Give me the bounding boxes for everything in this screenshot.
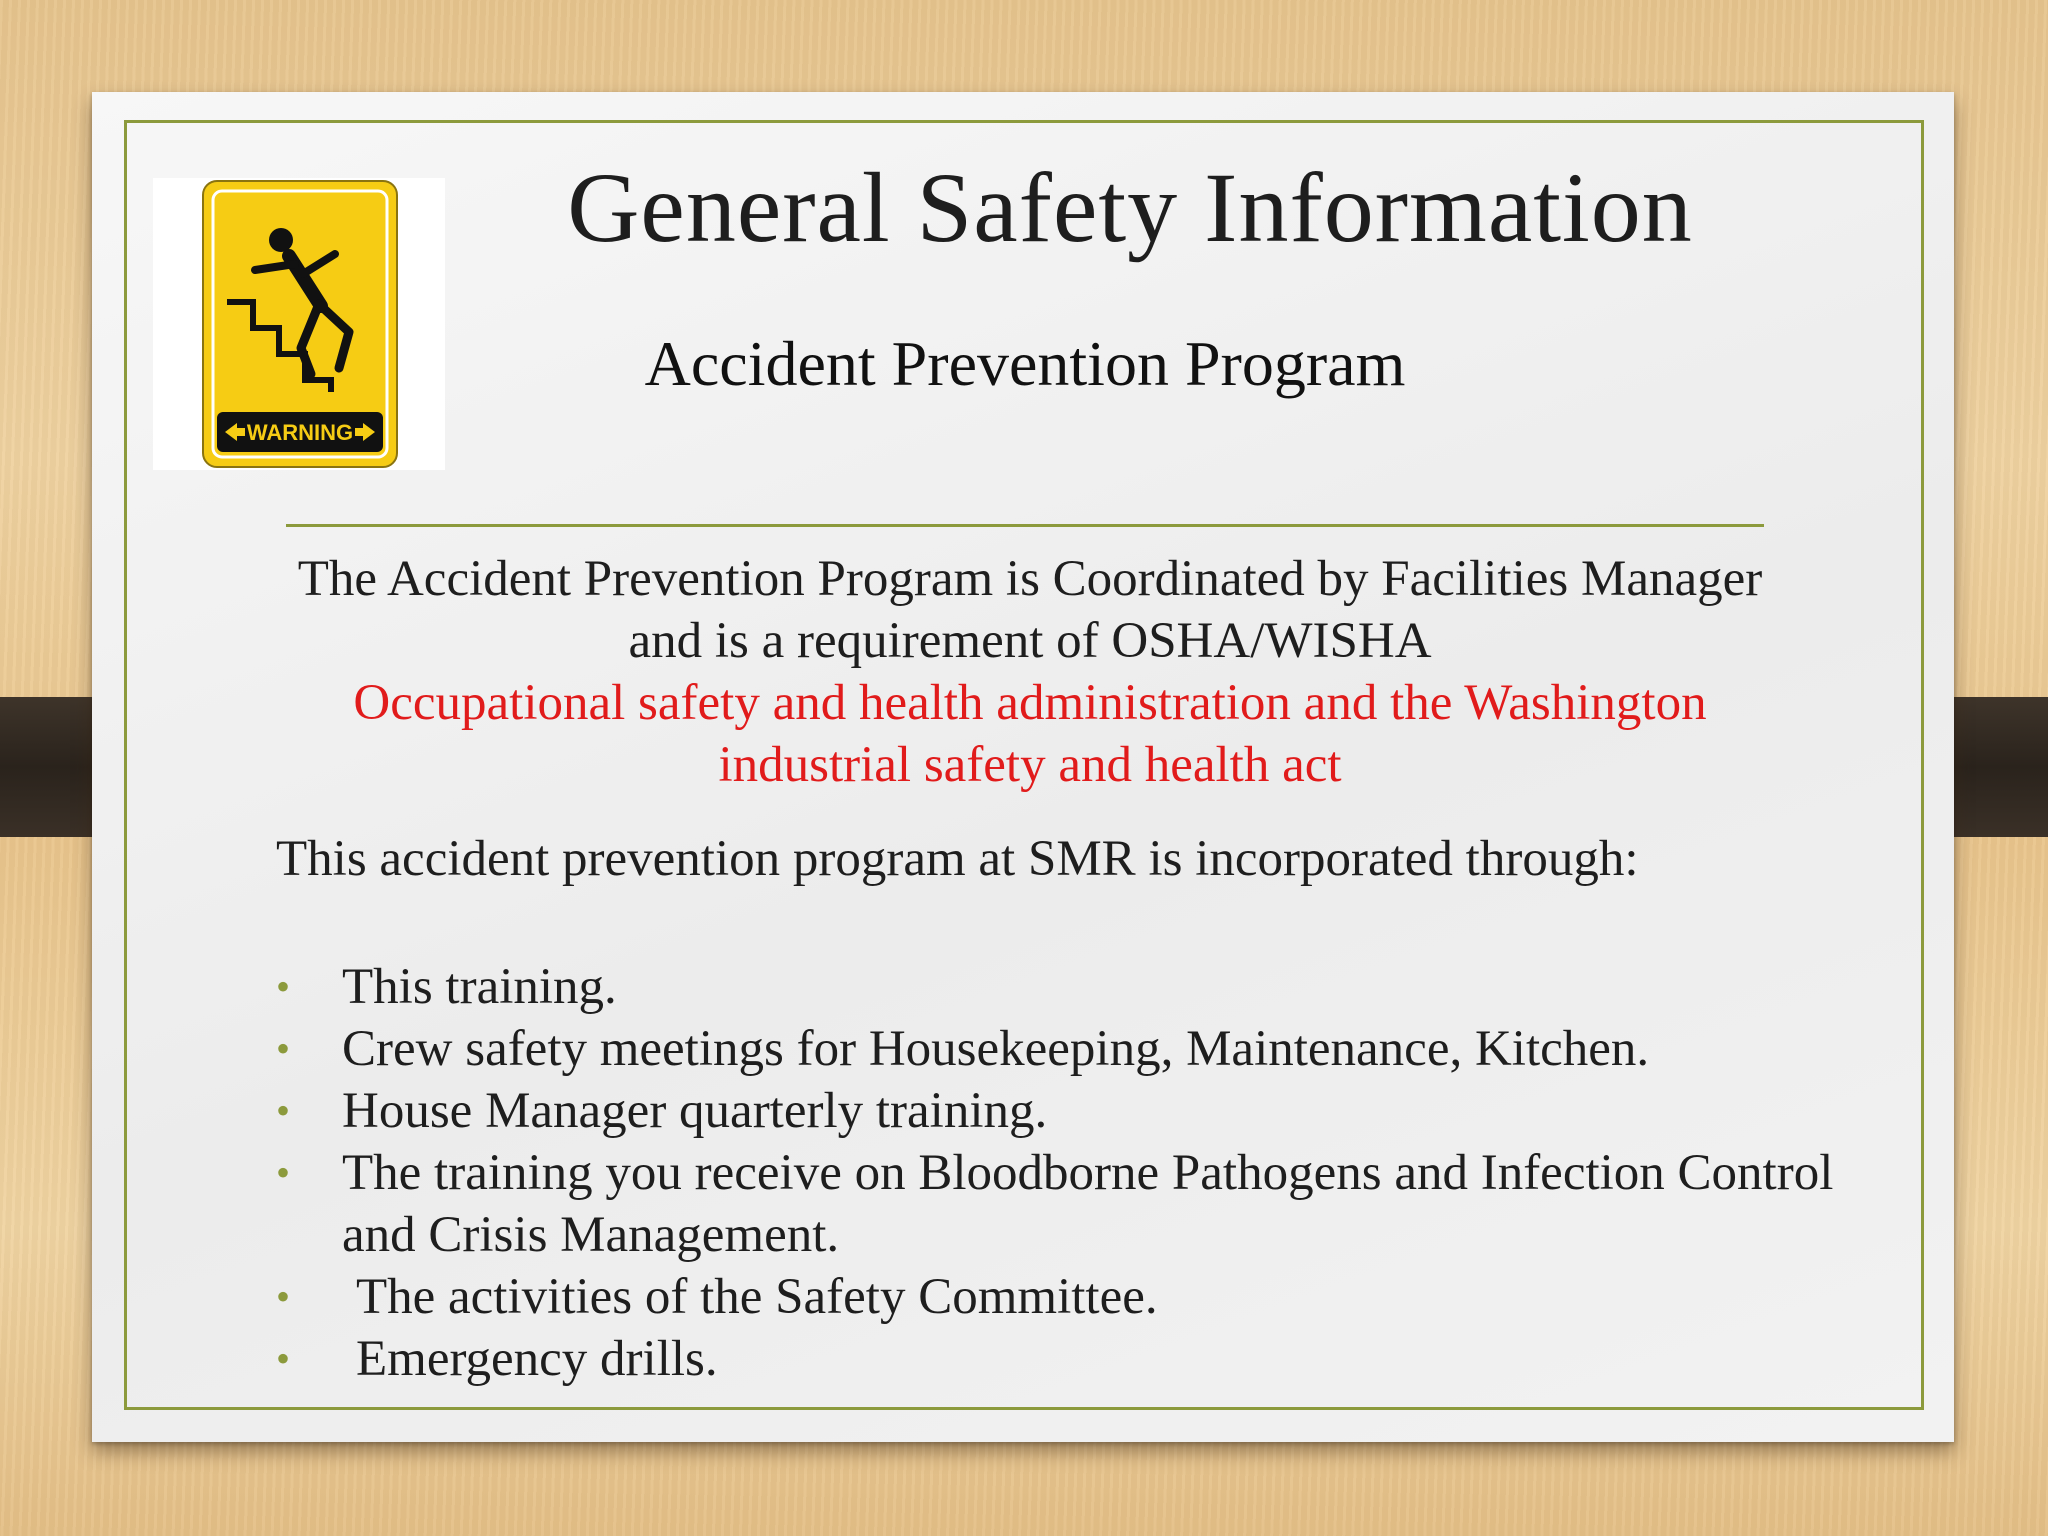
title-divider bbox=[286, 524, 1764, 527]
list-item: • The activities of the Safety Committee. bbox=[276, 1266, 1876, 1328]
bullet-icon: • bbox=[276, 964, 291, 1009]
bullet-list bbox=[276, 956, 1876, 1390]
warning-sign-logo bbox=[153, 178, 445, 470]
slide-subtitle: Accident Prevention Program bbox=[644, 328, 1406, 399]
list-item: • This training. bbox=[276, 956, 1876, 1018]
intro-line: and is a requirement of OSHA/WISHA bbox=[628, 613, 1432, 669]
highlight-line: industrial safety and health act bbox=[718, 737, 1342, 793]
highlight-line: Occupational safety and health administration and the Washington bbox=[353, 675, 1707, 731]
svg-text:WARNING: WARNING bbox=[246, 420, 354, 445]
bullet-icon: • bbox=[276, 1088, 291, 1133]
bullet-icon: • bbox=[276, 1026, 291, 1071]
list-item: • Crew safety meetings for Housekeeping, Maintenance, Kitchen. bbox=[276, 1018, 1876, 1080]
list-item: • The training you receive on Bloodborne Pathogens and Infection Control and Crisis Management. bbox=[276, 1142, 1876, 1266]
slide-title: General Safety Information bbox=[567, 152, 1693, 263]
intro-paragraph bbox=[180, 548, 1880, 796]
list-item: • House Manager quarterly training. bbox=[276, 1080, 1876, 1142]
list-item: • Emergency drills. bbox=[276, 1328, 1876, 1390]
bullet-icon: • bbox=[276, 1336, 291, 1381]
intro-line: The Accident Prevention Program is Coordinated by Facilities Manager bbox=[297, 551, 1763, 607]
bullet-icon: • bbox=[276, 1150, 291, 1195]
lead-sentence: This accident prevention program at SMR is incorporated through: bbox=[276, 831, 1639, 887]
bullet-icon: • bbox=[276, 1274, 291, 1319]
warning-falling-stairs-icon bbox=[153, 178, 445, 470]
